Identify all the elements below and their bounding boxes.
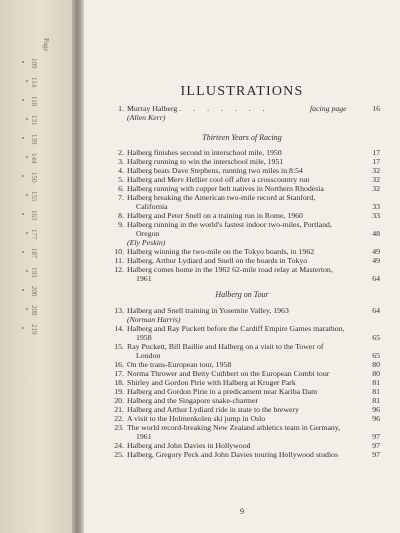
leader-dot <box>26 194 28 196</box>
entry-page: 49 <box>372 247 380 256</box>
entry-title: Norma Thrower and Betty Cuthbert on the European Combi tour <box>127 369 330 378</box>
left-page-number: 139 <box>30 134 38 145</box>
facing-left-page <box>0 0 72 533</box>
entry-number: 18. <box>114 378 124 387</box>
entry-title: The world record-breaking New Zealand athletics team in Germany, <box>127 423 341 432</box>
section-heading-tour: Halberg on Tour <box>215 290 269 299</box>
leader-dot <box>22 61 24 63</box>
entry-title: 1958 <box>136 333 152 342</box>
entry-number: 16. <box>114 360 124 369</box>
left-page-number: 155 <box>30 191 38 202</box>
entry-page: 96 <box>372 405 380 414</box>
entry-number: 23. <box>114 423 124 432</box>
entry-page: 64 <box>372 274 380 283</box>
entry-number: 20. <box>114 396 124 405</box>
entry-title: Halberg, Arthur Lydiard and Snell on the boards in Tokyo <box>127 256 308 265</box>
entry-number: 2. <box>118 148 124 157</box>
entry-page: 80 <box>372 360 380 369</box>
entry-number: 5. <box>118 175 124 184</box>
entry-title: Halberg and Arthur Lydiard ride in state to the brewery <box>127 405 299 414</box>
entry-page: 97 <box>372 441 380 450</box>
entry-number: 7. <box>118 193 124 202</box>
entry-title: On the trans-European tour, 1958 <box>127 360 232 369</box>
page-title: ILLUSTRATIONS <box>180 84 304 99</box>
entry-title: 1961 <box>136 432 152 441</box>
entry-title: Halberg and John Davies in Hollywood <box>127 441 251 450</box>
entry-title: Halberg and Snell training in Yosemite Valley, 1963 <box>127 306 289 315</box>
entry-credit: (Allen Kerr) <box>127 113 166 122</box>
entry-number: 25. <box>114 450 124 459</box>
leader-dot <box>26 156 28 158</box>
entry-title: Halberg and Ray Puckett before the Cardiff Empire Games marathon, <box>127 324 345 333</box>
entry-number: 12. <box>114 265 124 274</box>
leader-dot <box>22 251 24 253</box>
entry-number: 17. <box>114 369 124 378</box>
entry-title: Halberg breaking the American two-mile record at Stanford, <box>127 193 316 202</box>
entry-number: 13. <box>114 306 124 315</box>
entry-number: 19. <box>114 387 124 396</box>
leader-dot <box>26 232 28 234</box>
entry-page: 32 <box>372 175 380 184</box>
entry-page: 17 <box>372 157 380 166</box>
leader-dot <box>22 175 24 177</box>
leader-dot <box>22 289 24 291</box>
leader-dot <box>22 213 24 215</box>
section-heading-racing: Thirteen Years of Racing <box>202 133 282 142</box>
facing-page-label: facing page <box>310 104 347 113</box>
entry-credit: (Norman Harris) <box>127 315 181 324</box>
entry-title: Murray Halberg . . . . . . . <box>127 104 270 113</box>
leader-dot <box>26 308 28 310</box>
entry-page: 33 <box>372 211 380 220</box>
entry-page: 32 <box>372 184 380 193</box>
entry-page: 32 <box>372 166 380 175</box>
entry-title: Halberg and Gordon Pirie in a predicament near Kariba Dam <box>127 387 318 396</box>
left-page-heading: Page <box>42 38 50 52</box>
entry-number: 8. <box>118 211 124 220</box>
entry-title: Halberg comes home in the 1962 62-mile road relay at Masterton, <box>127 265 333 274</box>
entry-title: Halberg and Merv Hellier cool off after a crosscountry run <box>127 175 310 184</box>
entry-number: 4. <box>118 166 124 175</box>
entry-title: 1961 <box>136 274 152 283</box>
entry-number: 15. <box>114 342 124 351</box>
entry-title: Halberg beats Dave Stephens, running two miles in 8:54 <box>127 166 303 175</box>
entry-number: 21. <box>114 405 124 414</box>
entry-number: 11. <box>114 256 124 265</box>
entry-title: California <box>136 202 168 211</box>
left-page-number: 150 <box>30 172 38 183</box>
entry-page: 33 <box>372 202 380 211</box>
book-gutter <box>72 0 84 533</box>
left-page-number: 131 <box>30 115 38 126</box>
left-page-number: 114 <box>30 77 38 88</box>
left-page-number: 219 <box>30 324 38 335</box>
entry-number: 3. <box>118 157 124 166</box>
entry-title: Halberg winning the two-mile on the Tokyo boards, in 1962 <box>127 247 315 256</box>
entry-number: 1. <box>118 104 124 113</box>
left-page-number: 193 <box>30 267 38 278</box>
entry-page: 64 <box>372 306 380 315</box>
entry-number: 9. <box>118 220 124 229</box>
entry-number: 22. <box>114 414 124 423</box>
left-page-number: 163 <box>30 210 38 221</box>
leader-dot <box>22 99 24 101</box>
entry-title: Ray Puckett, Bill Baillie and Halberg on a visit to the Tower of <box>127 342 324 351</box>
leader-dot <box>26 80 28 82</box>
entry-title: Halberg, Gregory Peck and John Davies touring Hollywood studios <box>127 450 338 459</box>
entry-title: A visit to the Holmenkolen ski jump in Oslo <box>127 414 266 423</box>
entry-title: Oregon <box>136 229 160 238</box>
left-page-number: 109 <box>30 58 38 69</box>
entry-credit: (Ely Peskin) <box>127 238 166 247</box>
entry-page: 65 <box>372 351 380 360</box>
entry-page: 80 <box>372 369 380 378</box>
entry-page: 16 <box>372 104 380 113</box>
entry-title: Halberg running with copper belt natives in Northern Rhodesia <box>127 184 324 193</box>
entry-page: 49 <box>372 256 380 265</box>
leader-dot <box>26 118 28 120</box>
entry-number: 14. <box>114 324 124 333</box>
entry-title: Shirley and Gordon Pirie with Halberg at Kruger Park <box>127 378 296 387</box>
left-page-number: 200 <box>30 286 38 297</box>
entry-page: 48 <box>372 229 380 238</box>
entry-title: Halberg finishes second in interschool mile, 1950 <box>127 148 282 157</box>
entry-number: 24. <box>114 441 124 450</box>
entry-page: 17 <box>372 148 380 157</box>
entry-page: 81 <box>372 387 380 396</box>
entry-title: Halberg and Peter Snell on a training run in Rome, 1960 <box>127 211 303 220</box>
page-number: 9 <box>240 507 244 516</box>
entry-number: 10. <box>114 247 124 256</box>
entry-page: 81 <box>372 396 380 405</box>
leader-dot <box>22 137 24 139</box>
entry-page: 96 <box>372 414 380 423</box>
entry-page: 97 <box>372 432 380 441</box>
left-page-number: 177 <box>30 229 38 240</box>
leader-dot <box>22 327 24 329</box>
left-page-number: 118 <box>30 96 38 107</box>
leader-dot <box>26 270 28 272</box>
entry-page: 65 <box>372 333 380 342</box>
left-page-number: 208 <box>30 305 38 316</box>
entry-number: 6. <box>118 184 124 193</box>
entry-page: 81 <box>372 378 380 387</box>
left-page-number: 144 <box>30 153 38 164</box>
entry-title: Halberg and the Singapore snake-charmer <box>127 396 259 405</box>
illustrations-page <box>84 0 400 533</box>
left-page-number: 187 <box>30 248 38 259</box>
entry-title: London <box>136 351 161 360</box>
entry-page: 97 <box>372 450 380 459</box>
entry-title: Halberg running to win the interschool mile, 1951 <box>127 157 284 166</box>
entry-title: Halberg running in the world's fastest indoor two-miles, Portland, <box>127 220 332 229</box>
